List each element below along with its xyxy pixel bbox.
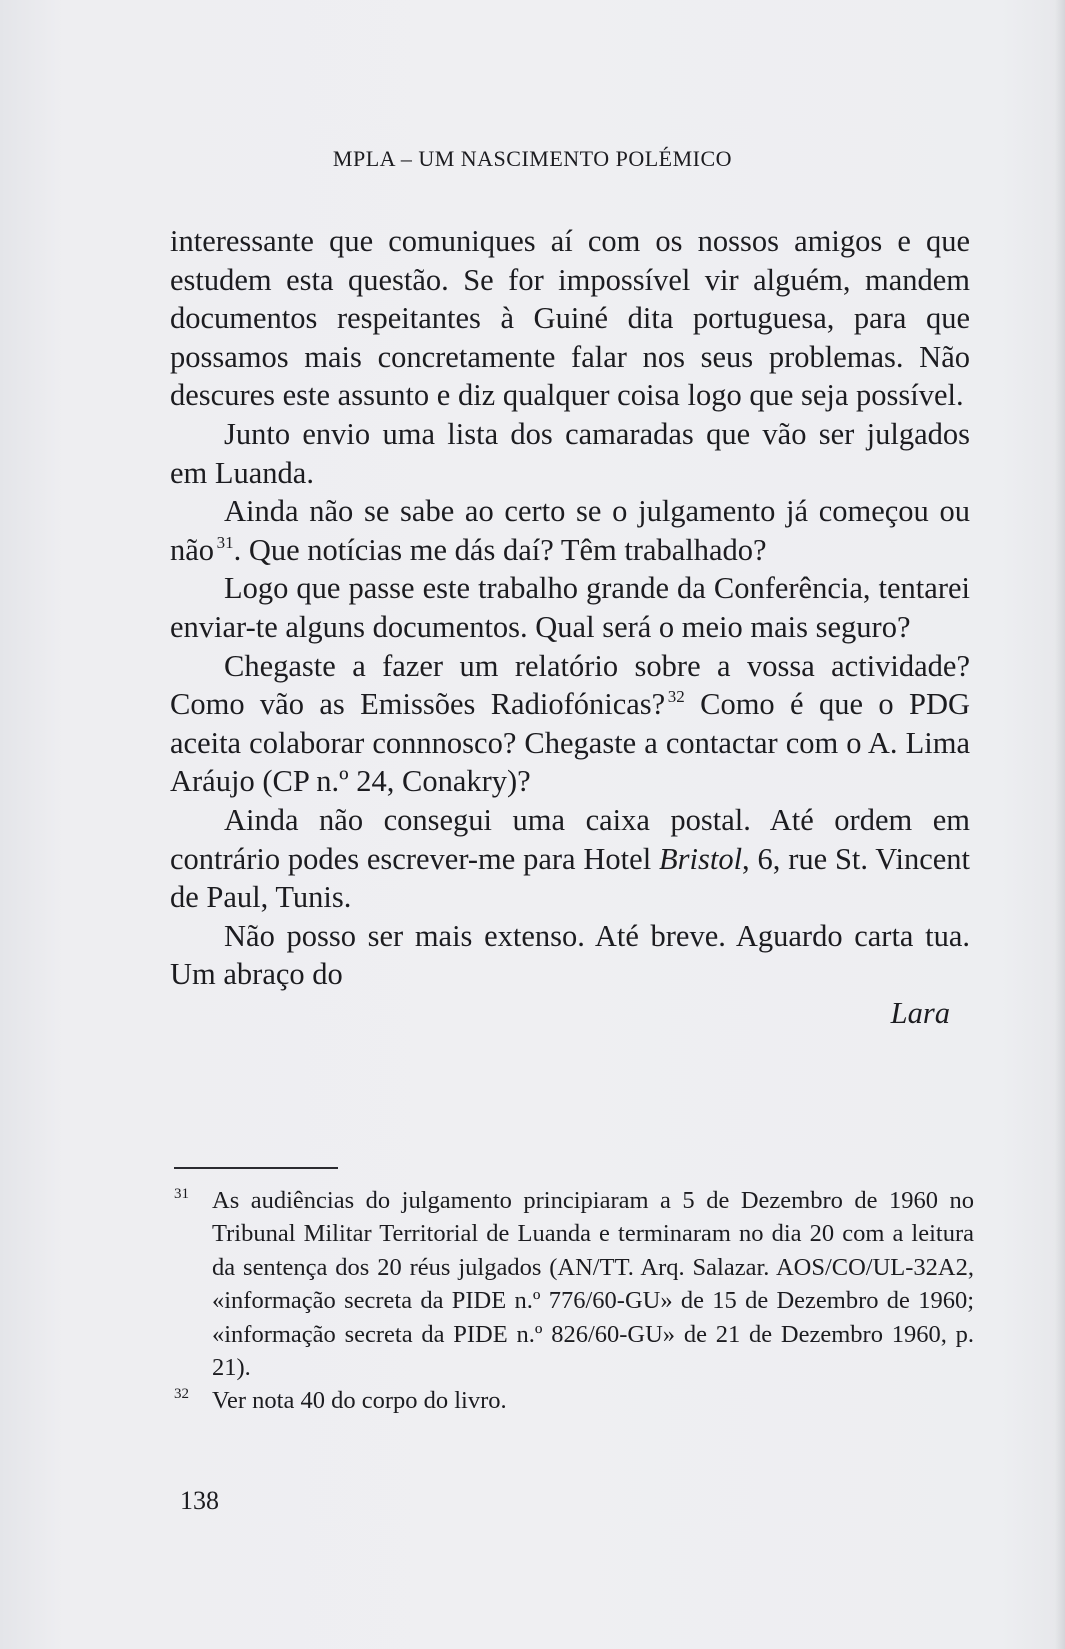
page-edge-shadow <box>1055 0 1065 1649</box>
footnote-ref-31: 31 <box>216 532 234 552</box>
footnote-text: Ver nota 40 do corpo do livro. <box>212 1387 507 1415</box>
footnote-31 <box>174 1184 974 1384</box>
paragraph-6 <box>170 801 970 917</box>
body-text <box>170 222 970 1032</box>
footnote-number: 32 <box>174 1386 189 1403</box>
paragraph-5-text-a: Chegaste a fazer um relatório sobre a vossa actividade? Como vão as Emissões Radiofónicas? <box>170 648 970 722</box>
paragraph-3-text-b: . Que notícias me dás daí? Têm trabalhado? <box>233 532 767 567</box>
paragraph-3-text-a: Ainda não se sabe ao certo se o julgamento já começou ou não <box>170 494 970 567</box>
footnote-32 <box>174 1384 974 1417</box>
footnote-rule <box>174 1167 338 1169</box>
paragraph-6-text-b: , 6, rue St. Vincent de Paul, Tunis. <box>170 841 971 915</box>
hotel-name: Bristol <box>659 841 743 876</box>
signature: Lara <box>890 995 950 1030</box>
paragraph-2: Junto envio uma lista dos camaradas que vão ser julgados em Luanda. <box>170 416 970 490</box>
running-head: MPLA – UM NASCIMENTO POLÉMICO <box>332 146 733 171</box>
paragraph-6-text-a: Ainda não consegui uma caixa postal. Até ordem em contrário podes escrever-me para Hotel <box>170 802 970 876</box>
footnote-ref-32: 32 <box>667 687 685 707</box>
paragraph-5 <box>170 647 970 801</box>
page-number: 138 <box>180 1486 219 1515</box>
paragraph-3 <box>170 492 970 569</box>
footnote-number: 31 <box>174 1186 189 1202</box>
paragraph-5-text-b: Como é que o PDG aceita colaborar connnosco? Chegaste a contactar com o A. Lima Aráujo (CP n.º 24, Conakry)? <box>170 687 970 799</box>
paragraph-4: Logo que passe este trabalho grande da Conferência, tentarei enviar-te alguns documentos. Qual será o meio mais seguro? <box>170 571 970 644</box>
footnote-text: As audiências do julgamento principiaram a 5 de Dezembro de 1960 no Tribunal Militar Territorial de Luanda e terminaram no dia 20 com a leitura da sentença dos 20 réus julgados (AN/TT. Arq. Salazar. AOS/CO/UL-32A2, «informação secreta da PIDE n.º 776/60-GU» de 15 de Dezembro de 1960; «informação secreta da PIDE n.º 826/60-GU» de 21 de Dezembro 1960, p. 21). <box>212 1187 974 1382</box>
paragraph-7: Não posso ser mais extenso. Até breve. Aguardo carta tua. Um abraço do <box>170 918 970 992</box>
footnotes <box>174 1184 974 1418</box>
paragraph-1: interessante que comuniques aí com os nossos amigos e que estudem esta questão. Se for impossível vir alguém, mandem documentos respeitantes à Guiné dita portuguesa, para que possamos mais concretamente falar nos seus problemas. Não descures este assunto e diz qualquer coisa logo que seja possível. <box>170 224 970 413</box>
